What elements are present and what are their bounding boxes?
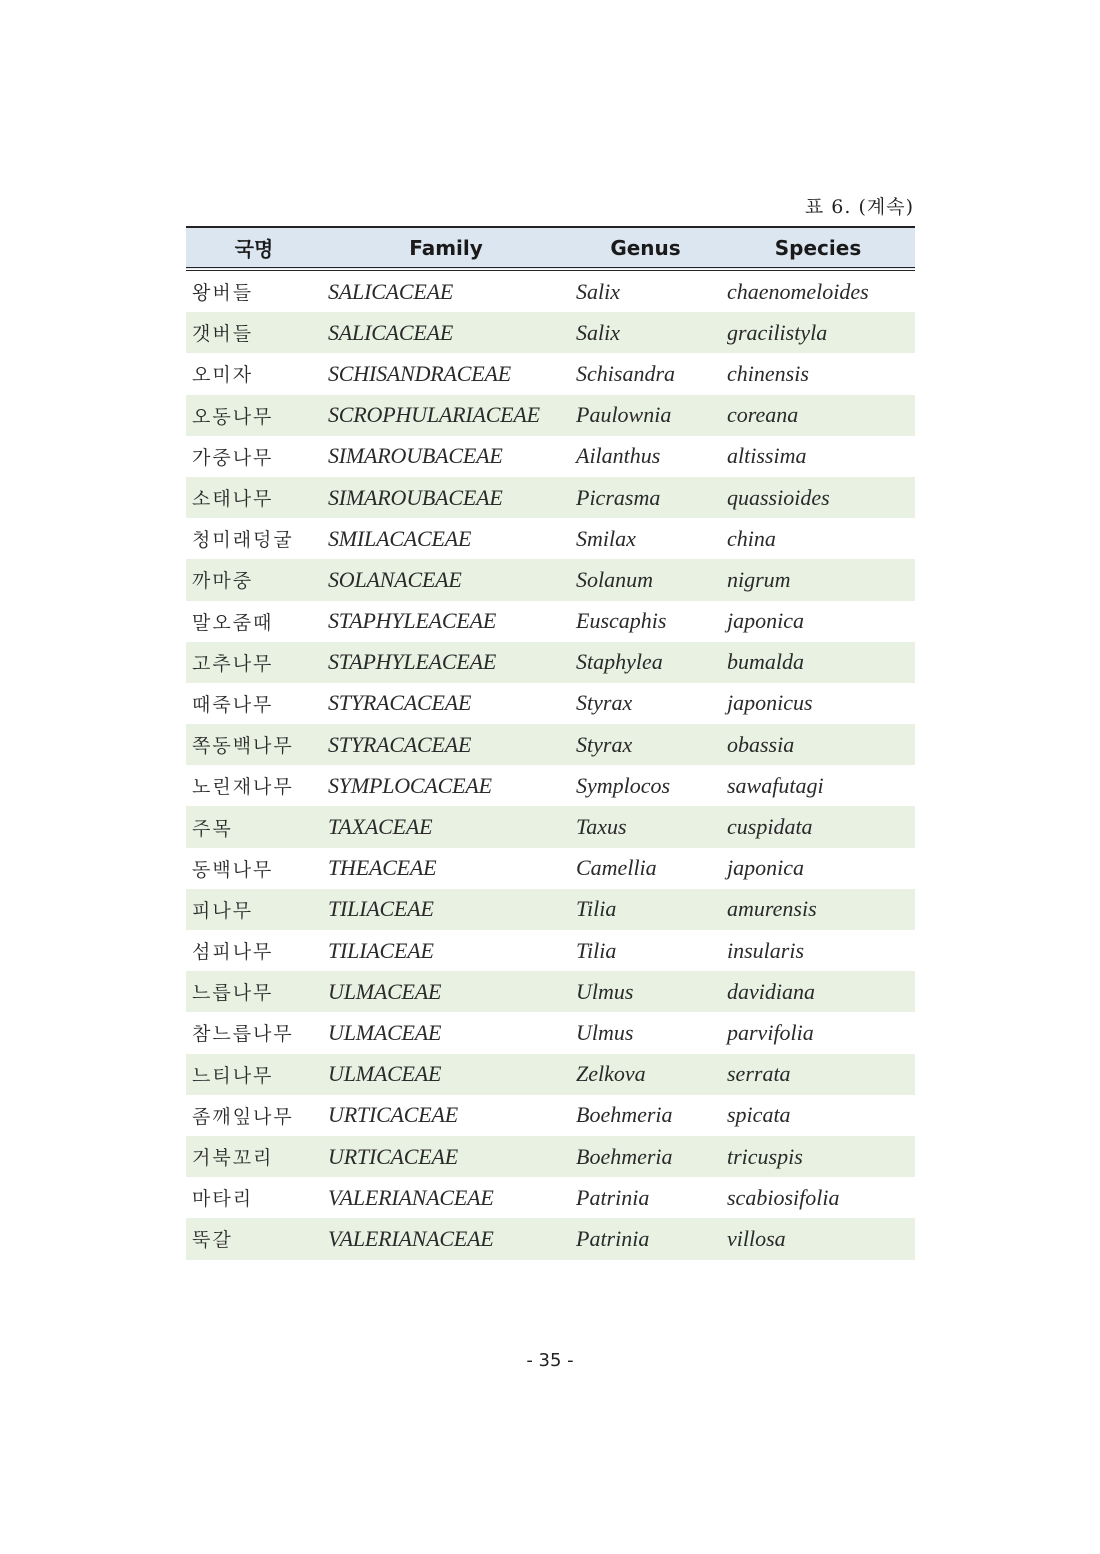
cell-family: ULMACEAE — [328, 978, 442, 1004]
cell-family: ULMACEAE — [328, 1061, 442, 1087]
cell-family: SIMAROUBACEAE — [328, 484, 503, 510]
cell-genus: Smilax — [576, 525, 636, 551]
cell-family: SALICACEAE — [328, 278, 454, 304]
cell-species: bumalda — [727, 649, 804, 675]
table-row — [186, 1054, 915, 1095]
cell-genus: Zelkova — [576, 1061, 646, 1087]
table-row — [186, 395, 915, 436]
cell-korean-name: 노린재나무 — [192, 776, 294, 799]
cell-genus: Ulmus — [576, 1019, 634, 1045]
cell-korean-name: 쪽동백나무 — [192, 735, 294, 758]
cell-species: nigrum — [727, 566, 791, 592]
cell-korean-name: 오동나무 — [192, 405, 274, 428]
cell-species: japonica — [727, 608, 804, 634]
table-row — [186, 353, 915, 394]
cell-family: SALICACEAE — [328, 319, 454, 345]
cell-korean-name: 느티나무 — [192, 1064, 274, 1087]
cell-korean-name: 뚝갈 — [192, 1229, 233, 1252]
cell-genus: Camellia — [576, 855, 657, 881]
cell-family: TAXACEAE — [328, 814, 433, 840]
cell-korean-name: 마타리 — [192, 1188, 254, 1211]
cell-species: quassioides — [727, 484, 830, 510]
cell-species: sawafutagi — [727, 772, 824, 798]
cell-family: SMILACACEAE — [328, 525, 472, 551]
page-number: - 35 - — [526, 1350, 574, 1371]
cell-family: URTICACEAE — [328, 1143, 458, 1169]
cell-family: SYMPLOCACEAE — [328, 772, 492, 798]
table-row — [186, 930, 915, 971]
table-caption: 표 6. (계속) — [804, 196, 914, 218]
cell-genus: Styrax — [576, 690, 633, 716]
cell-genus: Boehmeria — [576, 1102, 673, 1128]
cell-species: spicata — [727, 1102, 791, 1128]
table-row — [186, 724, 915, 765]
table-body — [186, 269, 915, 1260]
table-row — [186, 518, 915, 559]
header-korean-name: 국명 — [186, 227, 322, 269]
cell-species: coreana — [727, 402, 799, 428]
header-family: Family — [322, 227, 570, 269]
cell-genus: Symplocos — [576, 772, 671, 798]
table-row — [186, 642, 915, 683]
cell-species: altissima — [727, 443, 807, 469]
cell-genus: Taxus — [576, 814, 627, 840]
cell-species: china — [727, 525, 776, 551]
cell-species: chaenomeloides — [727, 278, 869, 304]
table-row — [186, 436, 915, 477]
table-row — [186, 601, 915, 642]
cell-species: tricuspis — [727, 1143, 803, 1169]
header-genus: Genus — [570, 227, 721, 269]
cell-korean-name: 때죽나무 — [192, 693, 274, 716]
cell-genus: Patrinia — [576, 1225, 650, 1251]
table-row — [186, 1177, 915, 1218]
cell-korean-name: 참느릅나무 — [192, 1023, 294, 1046]
table-row — [186, 1218, 915, 1259]
cell-genus: Euscaphis — [576, 608, 667, 634]
table-header-row — [186, 227, 915, 269]
cell-family: SCHISANDRACEAE — [328, 360, 511, 386]
cell-korean-name: 갯버들 — [192, 323, 254, 346]
cell-species: chinensis — [727, 360, 809, 386]
cell-korean-name: 소태나무 — [192, 488, 274, 511]
cell-family: VALERIANACEAE — [328, 1184, 494, 1210]
cell-species: serrata — [727, 1061, 791, 1087]
cell-family: STYRACACEAE — [328, 690, 472, 716]
cell-family: STYRACACEAE — [328, 731, 472, 757]
cell-family: SCROPHULARIACEAE — [328, 402, 540, 428]
cell-family: THEACEAE — [328, 855, 437, 881]
cell-family: ULMACEAE — [328, 1019, 442, 1045]
table-row — [186, 971, 915, 1012]
cell-genus: Ailanthus — [576, 443, 661, 469]
table-row — [186, 889, 915, 930]
cell-korean-name: 동백나무 — [192, 858, 274, 881]
cell-genus: Tilia — [576, 937, 617, 963]
cell-species: villosa — [727, 1225, 786, 1251]
cell-korean-name: 주목 — [192, 817, 233, 840]
cell-species: obassia — [727, 731, 795, 757]
table-row — [186, 848, 915, 889]
cell-genus: Schisandra — [576, 360, 675, 386]
table-row — [186, 269, 915, 312]
cell-genus: Salix — [576, 319, 620, 345]
cell-genus: Paulownia — [576, 402, 672, 428]
cell-family: TILIACEAE — [328, 937, 434, 963]
cell-species: parvifolia — [727, 1019, 814, 1045]
table-row — [186, 806, 915, 847]
cell-korean-name: 거북꼬리 — [192, 1147, 274, 1170]
species-table — [186, 226, 915, 1260]
cell-korean-name: 피나무 — [192, 899, 254, 922]
cell-korean-name: 고추나무 — [192, 652, 274, 675]
cell-family: STAPHYLEACEAE — [328, 608, 497, 634]
cell-species: gracilistyla — [727, 319, 828, 345]
cell-genus: Boehmeria — [576, 1143, 673, 1169]
cell-species: scabiosifolia — [727, 1184, 840, 1210]
table-row — [186, 477, 915, 518]
cell-species: cuspidata — [727, 814, 813, 840]
cell-species: amurensis — [727, 896, 817, 922]
header-species: Species — [721, 227, 915, 269]
cell-korean-name: 오미자 — [192, 364, 254, 387]
table-row — [186, 1136, 915, 1177]
cell-korean-name: 가중나무 — [192, 446, 274, 469]
cell-genus: Patrinia — [576, 1184, 650, 1210]
cell-family: VALERIANACEAE — [328, 1225, 494, 1251]
cell-korean-name: 느릅나무 — [192, 982, 274, 1005]
table-row — [186, 683, 915, 724]
table-row — [186, 312, 915, 353]
cell-korean-name: 좀깨잎나무 — [192, 1105, 294, 1128]
cell-korean-name: 섬피나무 — [192, 941, 274, 964]
cell-family: TILIACEAE — [328, 896, 434, 922]
cell-family: URTICACEAE — [328, 1102, 458, 1128]
cell-species: insularis — [727, 937, 805, 963]
cell-genus: Staphylea — [576, 649, 663, 675]
cell-species: davidiana — [727, 978, 815, 1004]
cell-genus: Ulmus — [576, 978, 634, 1004]
cell-korean-name: 청미래덩굴 — [192, 529, 294, 552]
cell-species: japonicus — [727, 690, 813, 716]
cell-korean-name: 말오줌때 — [192, 611, 274, 634]
cell-family: STAPHYLEACEAE — [328, 649, 497, 675]
cell-genus: Tilia — [576, 896, 617, 922]
cell-family: SOLANACEAE — [328, 566, 462, 592]
cell-family: SIMAROUBACEAE — [328, 443, 503, 469]
cell-species: japonica — [727, 855, 804, 881]
table-row — [186, 1012, 915, 1053]
cell-korean-name: 까마중 — [192, 570, 254, 593]
table-row — [186, 559, 915, 600]
cell-genus: Salix — [576, 278, 620, 304]
cell-genus: Styrax — [576, 731, 633, 757]
cell-korean-name: 왕버들 — [192, 282, 254, 305]
table-row — [186, 1095, 915, 1136]
cell-genus: Picrasma — [576, 484, 661, 510]
cell-genus: Solanum — [576, 566, 653, 592]
table-row — [186, 765, 915, 806]
